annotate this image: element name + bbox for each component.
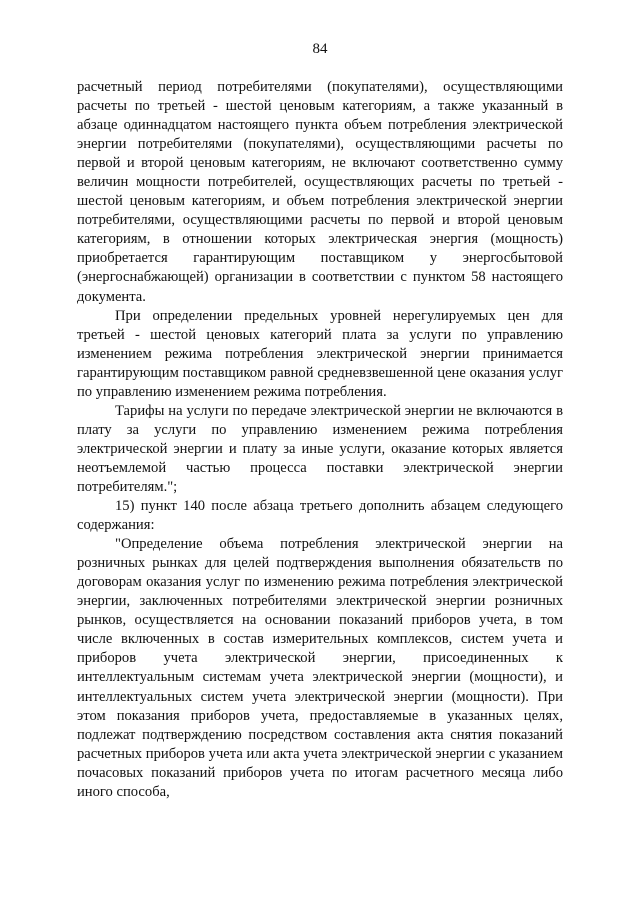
paragraph-quoted-definition: "Определение объема потребления электрической энергии на розничных рынках для целей подтверждения выполнения обязательств по договорам оказания услуг по изменению режима потребления электрической энергии, заключенных потребителями электрической энергии розничных рынков, осуществляется на основании показаний приборов учета, в том числе включенных в состав измерительных комплексов, систем учета и приборов учета электрической энергии, присоединенных к интеллектуальным системам учета электрической энергии (мощности), и интеллектуальных систем учета электрической энергии (мощности). При этом показания приборов учета, предоставляемые в указанных целях, подлежат подтверждению посредством составления акта снятия показаний расчетных приборов учета или акта учета электрической энергии с указанием почасовых показаний приборов учета по итогам расчетного месяца либо иного способа, <box>77 536 563 800</box>
paragraph-price-limits: При определении предельных уровней нерегулируемых цен для третьей - шестой ценовых категорий плата за услуги по управлению изменением режима потребления электрической энергии принимается гарантирующим поставщиком равной средневзвешенной цене оказания услуг по управлению изменением режима потребления. <box>77 307 563 400</box>
paragraph-continuation: расчетный период потребителями (покупателями), осуществляющими расчеты по третьей - шестой ценовым категориям, а также указанный в абзаце одиннадцатом настоящего пункта объем потребления электрической энергии потребителями (покупателями), осуществляющими расчеты по первой и второй ценовым категориям, не включают соответственно сумму величин мощности потребителей, осуществляющих расчеты по третьей - шестой ценовым категориям, и объем потребления электрической энергии потребителями, осуществляющими расчеты по первой и второй ценовым категориям, в отношении которых электрическая энергия (мощность) приобретается гарантирующим поставщиком у энергосбытовой (энергоснабжающей) организации в соответствии с пунктом 58 настоящего документа. <box>77 79 563 305</box>
paragraph-tariffs: Тарифы на услуги по передаче электрической энергии не включаются в плату за услуги по управлению изменением режима потребления электрической энергии и плату за иные услуги, оказание которых является неотъемлемой частью процесса поставки электрической энергии потребителям."; <box>77 402 563 495</box>
document-body <box>77 78 563 802</box>
paragraph-item-15: 15) пункт 140 после абзаца третьего дополнить абзацем следующего содержания: <box>77 498 563 534</box>
page-number: 84 <box>312 41 328 57</box>
